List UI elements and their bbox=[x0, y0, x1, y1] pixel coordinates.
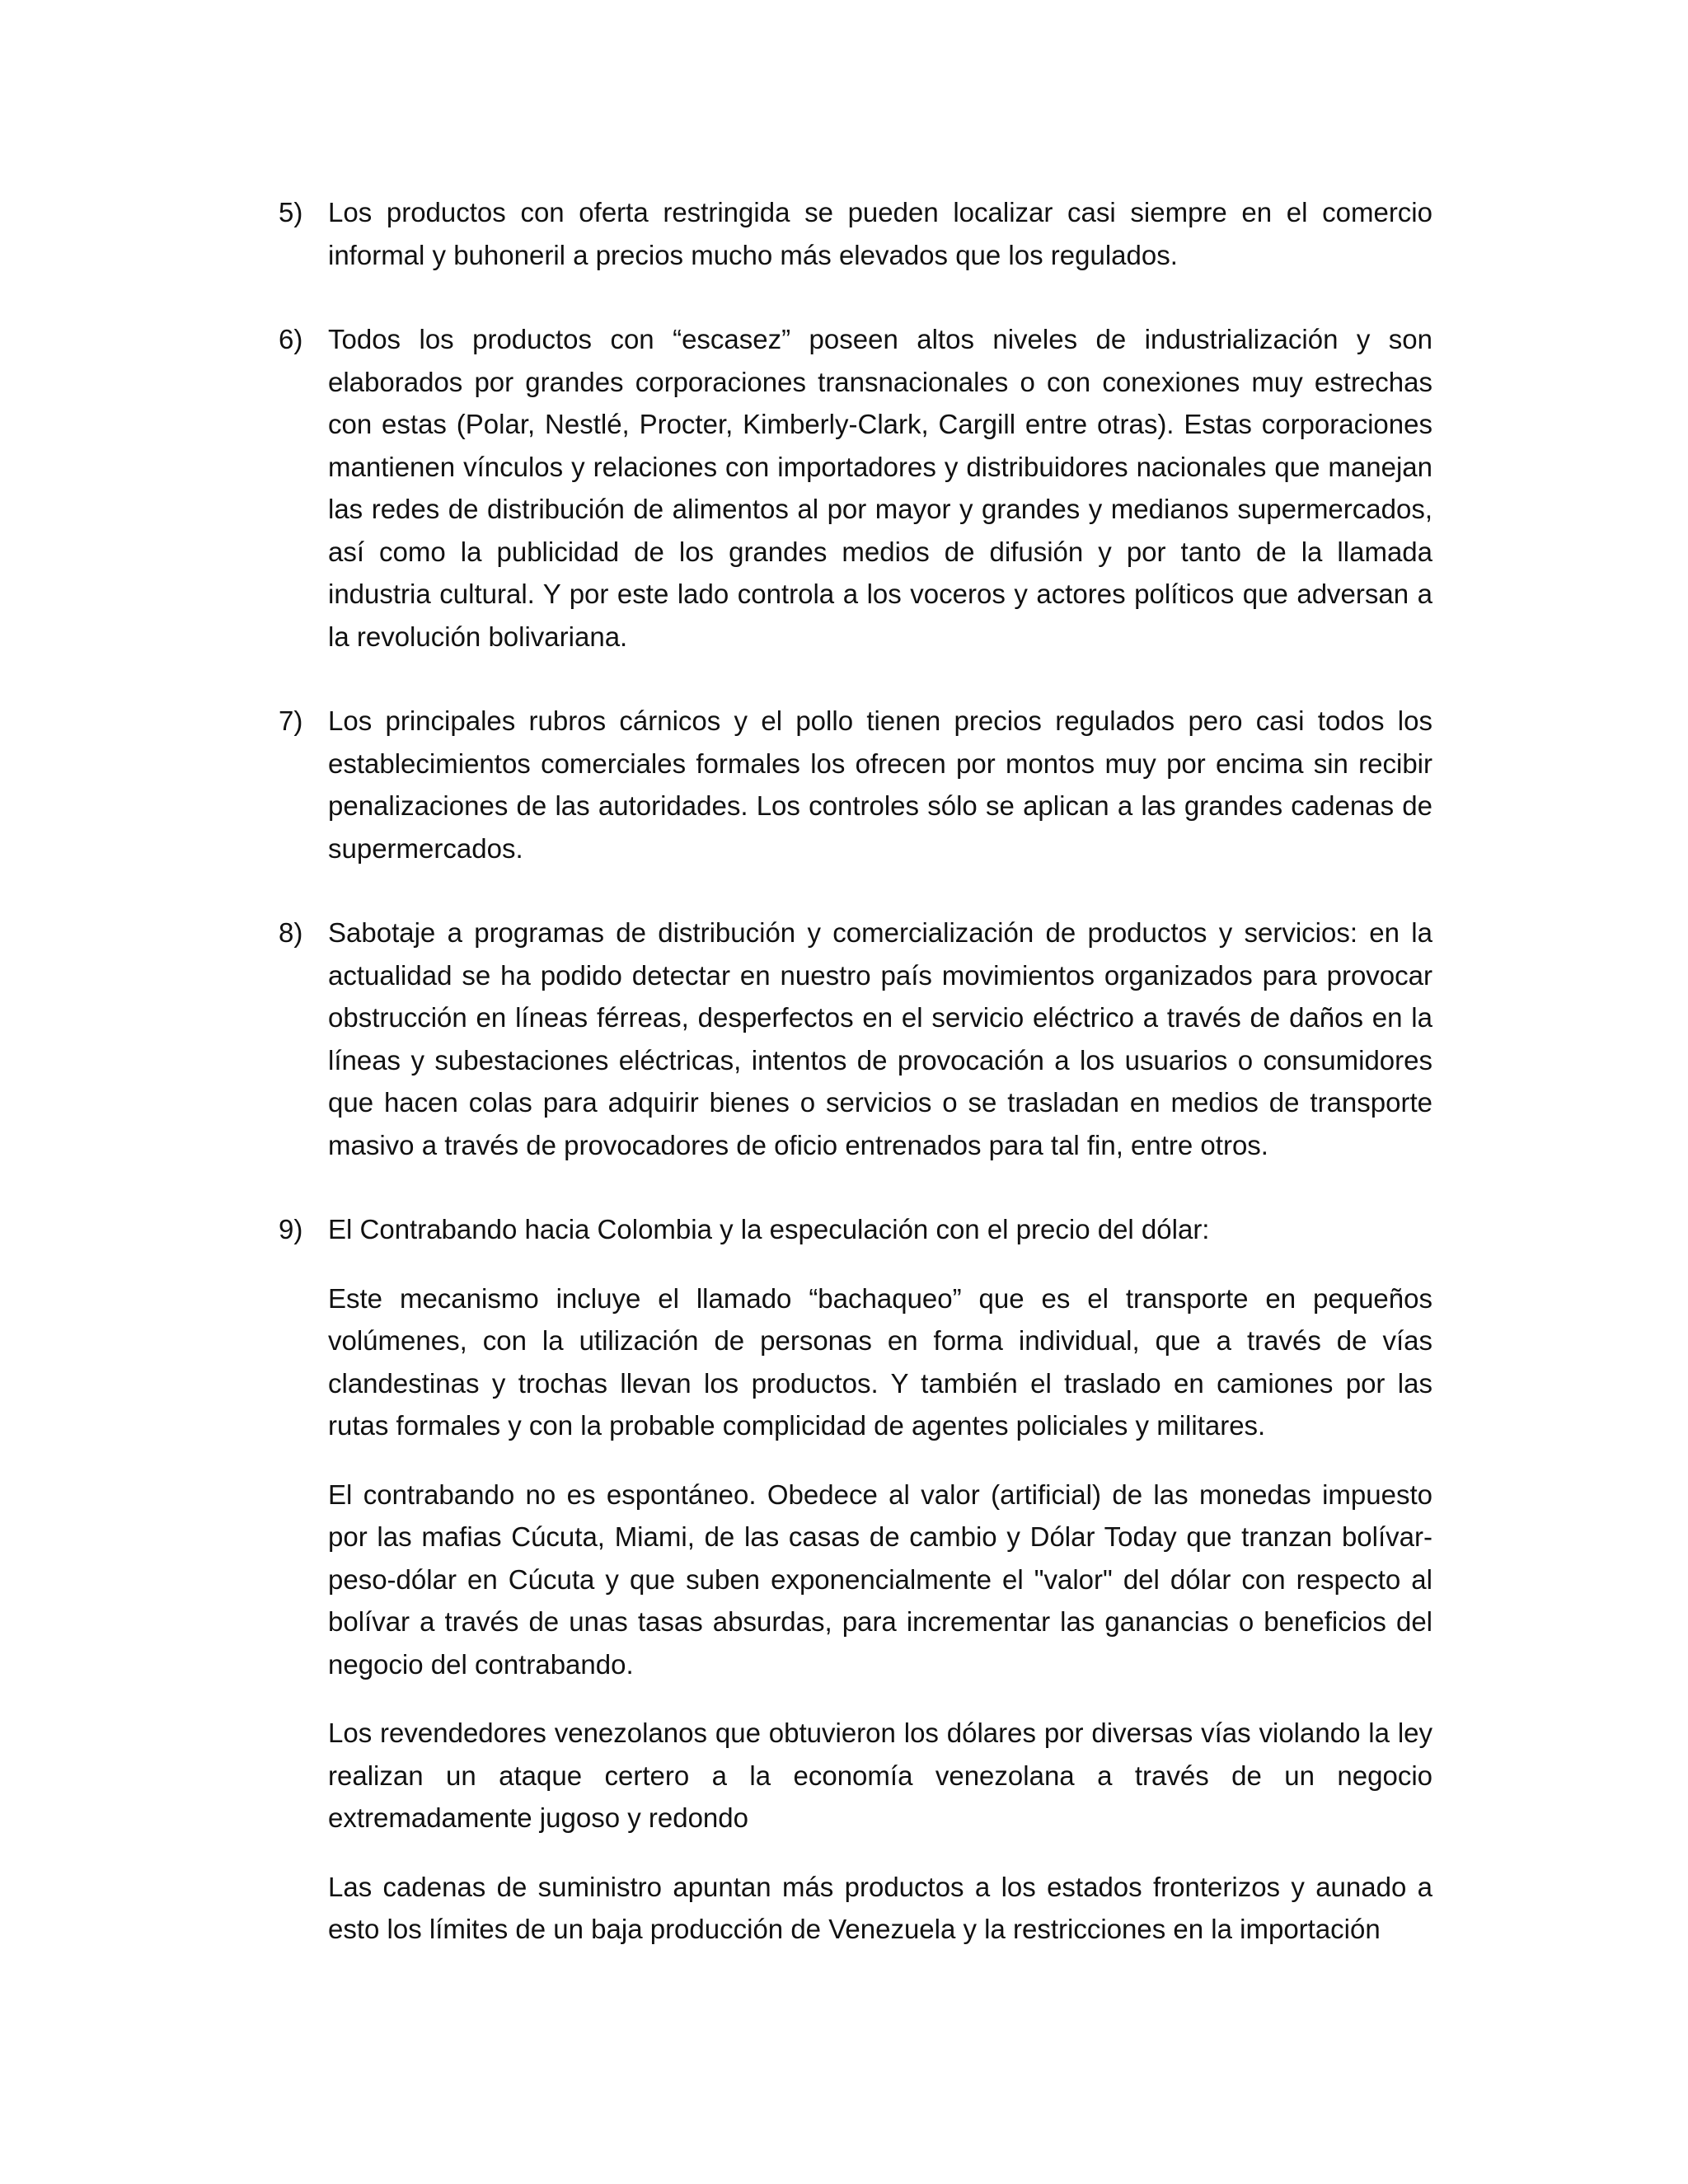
list-item-5 bbox=[279, 191, 1432, 276]
sub-paragraph: Los revendedores venezolanos que obtuvieron los dólares por diversas vías violando la ley realizan un ataque certero a la economía venezolana a través de un negocio extremadamente jugoso y redondo bbox=[328, 1718, 1432, 1833]
sub-paragraph: Las cadenas de suministro apuntan más productos a los estados fronterizos y aunado a esto los límites de un baja producción de Venezuela y la restricciones en la importación bbox=[328, 1871, 1432, 1944]
item-number: 6) bbox=[279, 324, 303, 354]
list-item-6 bbox=[279, 318, 1432, 658]
item-heading: El Contrabando hacia Colombia y la especulación con el precio del dólar: bbox=[328, 1214, 1210, 1244]
item-text: Todos los productos con “escasez” poseen altos niveles de industrialización y son elaborados por grandes corporaciones transnacionales o con conexiones muy estrechas con estas (Polar, Nestlé, Procter, Kimberly-Clark, Cargill entre otras). Estas corporaciones mantienen vínculos y relaciones con importadores y distribuidores nacionales que manejan las redes de distribución de alimentos al por mayor y grandes y medianos supermercados, así como la publicidad de los grandes medios de difusión y por tanto de la llamada industria cultural. Y por este lado controla a los voceros y actores políticos que adversan a la revolución bolivariana. bbox=[328, 324, 1432, 652]
item-text: Sabotaje a programas de distribución y comercialización de productos y servicios: en la actualidad se ha podido detectar en nuestro país movimientos organizados para provocar obstrucción en líneas férreas, desperfectos en el servicio eléctrico a través de daños en la líneas y subestaciones eléctricas, intentos de provocación a los usuarios o consumidores que hacen colas para adquirir bienes o servicios o se trasladan en medios de transporte masivo a través de provocadores de oficio entrenados para tal fin, entre otros. bbox=[328, 917, 1432, 1160]
sub-paragraph: Este mecanismo incluye el llamado “bachaqueo” que es el transporte en pequeños volúmenes, con la utilización de personas en forma individual, que a través de vías clandestinas y trochas llevan los productos. Y también el traslado en camiones por las rutas formales y con la probable complicidad de agentes policiales y militares. bbox=[328, 1282, 1432, 1441]
list-item-8 bbox=[279, 912, 1432, 1166]
item-text: Los principales rubros cárnicos y el pollo tienen precios regulados pero casi todos los establecimientos comerciales formales los ofrecen por montos muy por encima sin recibir penalizaciones de las autoridades. Los controles sólo se aplican a las grandes cadenas de supermercados. bbox=[328, 705, 1432, 864]
list-item-9 bbox=[279, 1208, 1432, 1951]
item-number: 8) bbox=[279, 917, 303, 948]
item-number: 5) bbox=[279, 197, 303, 227]
document-body bbox=[279, 191, 1432, 1993]
sub-paragraph: El contrabando no es espontáneo. Obedece al valor (artificial) de las monedas impuesto por las mafias Cúcuta, Miami, de las casas de cambio y Dólar Today que tranzan bolívar-peso-dólar en Cúcuta y que suben exponencialmente el "valor" del dólar con respecto al bolívar a través de unas tasas absurdas, para incrementar las ganancias o beneficios del negocio del contrabando. bbox=[328, 1479, 1432, 1680]
item-number: 9) bbox=[279, 1214, 303, 1244]
list-item-7 bbox=[279, 700, 1432, 869]
item-number: 7) bbox=[279, 705, 303, 736]
item-text: Los productos con oferta restringida se pueden localizar casi siempre en el comercio informal y buhoneril a precios mucho más elevados que los regulados. bbox=[328, 197, 1432, 270]
